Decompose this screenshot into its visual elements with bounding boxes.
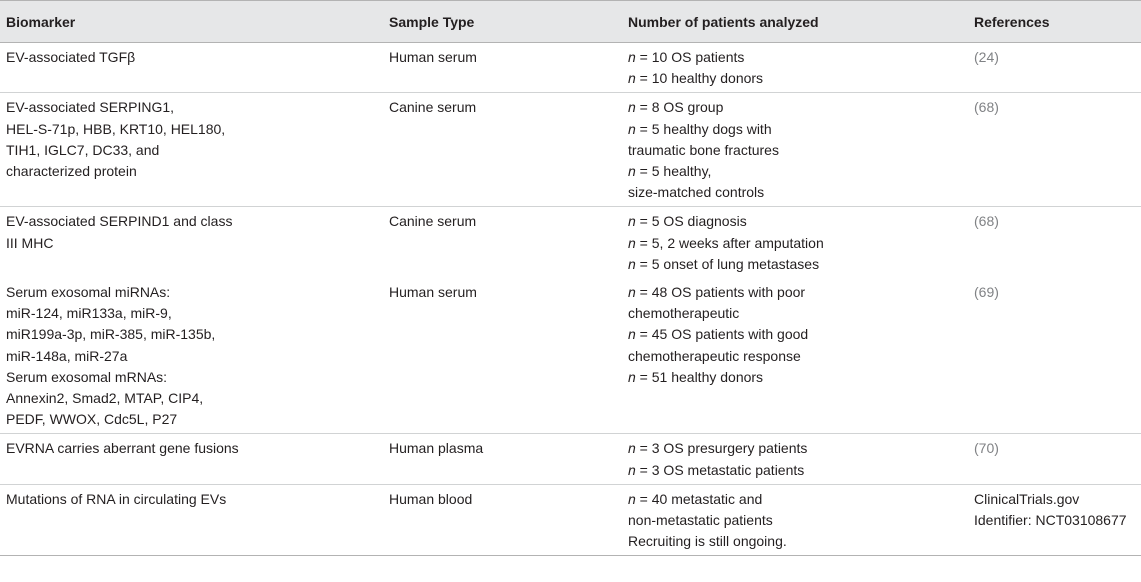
reference-cell (968, 93, 1141, 207)
biomarker-cell-line: III MHC (6, 234, 54, 251)
patients-cell (622, 93, 968, 207)
patients-cell-line: n = 51 healthy donors (628, 368, 764, 385)
table-row (0, 207, 1141, 278)
reference-cell (968, 43, 1141, 93)
table-row (0, 434, 1141, 484)
header-references: References (968, 1, 1141, 43)
biomarker-cell (0, 434, 383, 484)
biomarker-cell-line: PEDF, WWOX, Cdc5L, P27 (6, 411, 178, 428)
biomarker-cell-line: characterized protein (6, 163, 137, 180)
header-biomarker: Biomarker (0, 1, 383, 43)
sample-type-cell (383, 278, 622, 434)
patients-cell-line: traumatic bone fractures (628, 141, 779, 158)
patients-cell-line: n = 5, 2 weeks after amputation (628, 234, 824, 251)
patients-cell-line: n = 48 OS patients with poor (628, 284, 806, 301)
patients-cell-line: n = 45 OS patients with good (628, 326, 809, 343)
biomarker-cell (0, 484, 383, 556)
reference-cell (968, 484, 1141, 556)
sample-type-cell-text: Human serum (389, 284, 477, 301)
header-patients: Number of patients analyzed (622, 1, 968, 43)
patients-cell-line: n = 5 healthy, (628, 163, 712, 180)
biomarker-cell-line: TIH1, IGLC7, DC33, and (6, 141, 160, 158)
header-sample-type: Sample Type (383, 1, 622, 43)
reference-cell-line[interactable]: ClinicalTrials.gov (974, 490, 1080, 507)
biomarker-cell (0, 207, 383, 278)
reference-cell (968, 278, 1141, 434)
sample-type-cell-text: Canine serum (389, 99, 477, 116)
biomarker-cell (0, 93, 383, 207)
reference-cell-line[interactable]: Identifier: NCT03108677 (974, 512, 1127, 529)
sample-type-cell (383, 484, 622, 556)
biomarker-cell-line: EV-associated TGFβ (6, 49, 136, 65)
table-body (0, 43, 1141, 556)
patients-cell-line: chemotherapeutic response (628, 347, 801, 364)
biomarker-cell (0, 43, 383, 93)
reference-cell (968, 434, 1141, 484)
table-header (0, 1, 1141, 43)
biomarker-cell-line: Annexin2, Smad2, MTAP, CIP4, (6, 390, 204, 407)
reference-cell (968, 207, 1141, 278)
table-row (0, 43, 1141, 93)
patients-cell-line: n = 5 healthy dogs with (628, 120, 772, 137)
patients-cell-line: Recruiting is still ongoing. (628, 533, 787, 550)
biomarker-cell-line: miR-148a, miR-27a (6, 347, 128, 364)
biomarker-cell-line: EVRNA carries aberrant gene fusions (6, 440, 239, 457)
sample-type-cell-text: Human serum (389, 49, 477, 65)
sample-type-cell (383, 434, 622, 484)
table-row (0, 278, 1141, 434)
patients-cell-line: n = 5 OS diagnosis (628, 213, 747, 230)
reference-cell-line[interactable]: (68) (974, 213, 999, 230)
biomarker-cell (0, 278, 383, 434)
biomarker-cell-line: Mutations of RNA in circulating EVs (6, 490, 227, 507)
biomarker-cell-line: EV-associated SERPING1, (6, 99, 175, 116)
reference-cell-line[interactable]: (24) (974, 49, 999, 65)
biomarker-cell-line: EV-associated SERPIND1 and class (6, 213, 233, 230)
biomarker-cell-line: Serum exosomal mRNAs: (6, 368, 168, 385)
reference-cell-line[interactable]: (70) (974, 440, 999, 457)
sample-type-cell (383, 93, 622, 207)
reference-cell-line[interactable]: (69) (974, 284, 999, 301)
sample-type-cell (383, 207, 622, 278)
biomarker-cell-line: miR199a-3p, miR-385, miR-135b, (6, 326, 216, 343)
patients-cell (622, 434, 968, 484)
patients-cell (622, 43, 968, 93)
patients-cell (622, 207, 968, 278)
patients-cell-line: non-metastatic patients (628, 512, 773, 529)
patients-cell-line: n = 3 OS metastatic patients (628, 461, 805, 478)
reference-cell-line[interactable]: (68) (974, 99, 999, 116)
patients-cell-line: size-matched controls (628, 184, 765, 201)
table-row (0, 484, 1141, 556)
biomarker-cell-line: HEL-S-71p, HBB, KRT10, HEL180, (6, 120, 226, 137)
biomarker-cell-line: miR-124, miR133a, miR-9, (6, 305, 172, 322)
patients-cell-line: n = 10 OS patients (628, 49, 745, 65)
table-row (0, 93, 1141, 207)
patients-cell-line: n = 8 OS group (628, 99, 724, 116)
patients-cell-line: n = 10 healthy donors (628, 70, 764, 87)
header-row (0, 1, 1141, 43)
patients-cell (622, 484, 968, 556)
sample-type-cell-text: Canine serum (389, 213, 477, 230)
sample-type-cell-text: Human plasma (389, 440, 484, 457)
sample-type-cell-text: Human blood (389, 490, 473, 507)
biomarker-cell-line: Serum exosomal miRNAs: (6, 284, 171, 301)
patients-cell (622, 278, 968, 434)
patients-cell-line: n = 5 onset of lung metastases (628, 255, 820, 272)
patients-cell-line: chemotherapeutic (628, 305, 740, 322)
patients-cell-line: n = 3 OS presurgery patients (628, 440, 808, 457)
patients-cell-line: n = 40 metastatic and (628, 490, 763, 507)
sample-type-cell (383, 43, 622, 93)
